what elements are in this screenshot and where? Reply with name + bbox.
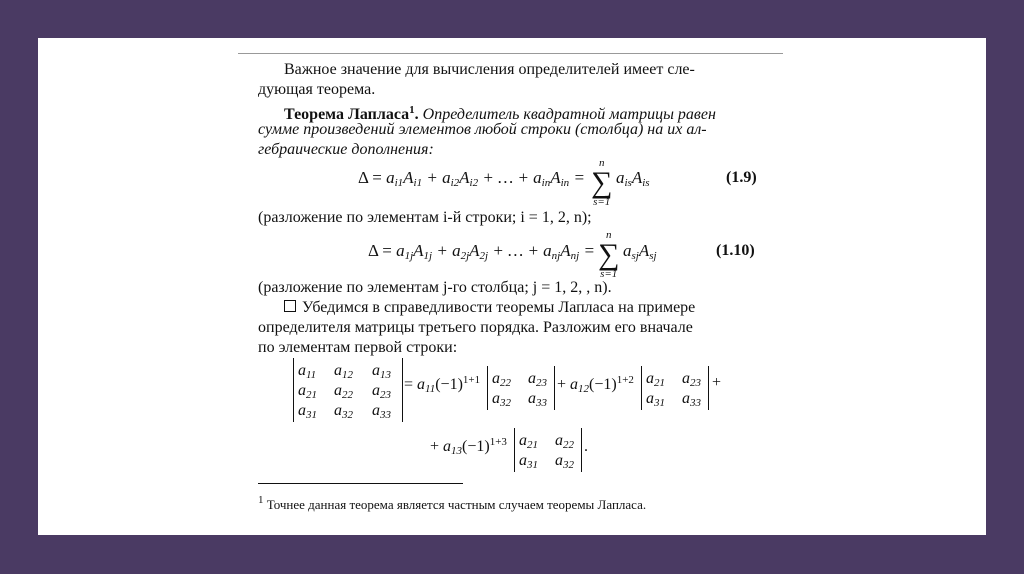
minor-12: $a_{21}$ $a_{23}$ $a_{31}$ $a_{33}$ bbox=[641, 366, 709, 410]
equation-1-10-note: (разложение по элементам j-го столбца; j = 1, 2, , n). bbox=[258, 279, 612, 296]
expansion-plus: + bbox=[712, 374, 722, 391]
minor-13: $a_{21}$ $a_{22}$ $a_{31}$ $a_{32}$ bbox=[514, 428, 582, 472]
equation-1-9: $\Delta = a_{i1}A_{i1} + a_{i2}A_{i2}$ + … + $a_{in}A_{in}$ = bbox=[358, 168, 585, 189]
footnote bbox=[258, 494, 646, 513]
proof-line-1: Убедимся в справедливости теоремы Лапласа на примере bbox=[284, 298, 695, 318]
expansion-term-3: + $a_{13}(-1)^{1+3}$ bbox=[430, 436, 507, 457]
theorem-name: Теорема Лапласа bbox=[284, 106, 410, 123]
footnote-text: Точнее данная теорема является частным случаем теоремы Лапласа. bbox=[266, 497, 647, 512]
equation-number-1-10: (1.10) bbox=[716, 242, 755, 259]
equation-1-9-note: (разложение по элементам i-й строки; i = 1, 2, n); bbox=[258, 209, 592, 226]
theorem-footnote-mark: 1 bbox=[409, 104, 415, 116]
matrix-3x3: $a_{11}$ $a_{12}$ $a_{13}$ $a_{21}$ $a_{22}$ $a_{23}$ $a_{31}$ $a_{32}$ $a_{33}$ bbox=[293, 358, 403, 422]
expansion-end-dot: . bbox=[584, 438, 588, 455]
intro-line-2: дующая теорема. bbox=[258, 81, 376, 98]
footnote-mark: 1 bbox=[258, 494, 264, 506]
theorem-text-2: сумме произведений элементов любой строки (столбца) на их ал- bbox=[258, 121, 707, 138]
expansion-term-2: + $a_{12}(-1)^{1+2}$ bbox=[557, 374, 634, 395]
theorem-text-1: Определитель квадратной матрицы равен bbox=[422, 106, 716, 123]
proof-line-3: по элементам первой строки: bbox=[258, 339, 458, 356]
equation-1-9-rhs: $a_{is}A_{is}$ bbox=[616, 168, 650, 189]
sum-symbol-2: n ∑ s=1 bbox=[598, 229, 620, 280]
theorem-text-3: гебраические дополнения: bbox=[258, 141, 434, 158]
sum-symbol-1: n ∑ s=1 bbox=[591, 157, 613, 208]
footnote-rule bbox=[258, 483, 463, 484]
equation-number-1-9: (1.9) bbox=[726, 169, 757, 186]
proof-square-icon bbox=[284, 300, 296, 312]
minor-11: $a_{22}$ $a_{23}$ $a_{32}$ $a_{33}$ bbox=[487, 366, 555, 410]
proof-line-2: определителя матрицы третьего порядка. Разложим его вначале bbox=[258, 319, 693, 336]
expansion-term-1: = $a_{11}(-1)^{1+1}$ bbox=[404, 374, 481, 395]
theorem-heading: Теорема Лапласа$^1$. Определитель квадратной матрицы равен bbox=[284, 104, 716, 123]
equation-1-10-rhs: $a_{sj}A_{sj}$ bbox=[623, 241, 657, 262]
page-top-rule bbox=[238, 53, 783, 54]
textbook-page bbox=[38, 38, 986, 535]
slide bbox=[38, 38, 986, 535]
intro-line-1: Важное значение для вычисления определителей имеет сле- bbox=[284, 61, 695, 78]
equation-1-10: $\Delta = a_{1j}A_{1j} + a_{2j}A_{2j}$ + … + $a_{nj}A_{nj}$ = bbox=[368, 241, 595, 262]
